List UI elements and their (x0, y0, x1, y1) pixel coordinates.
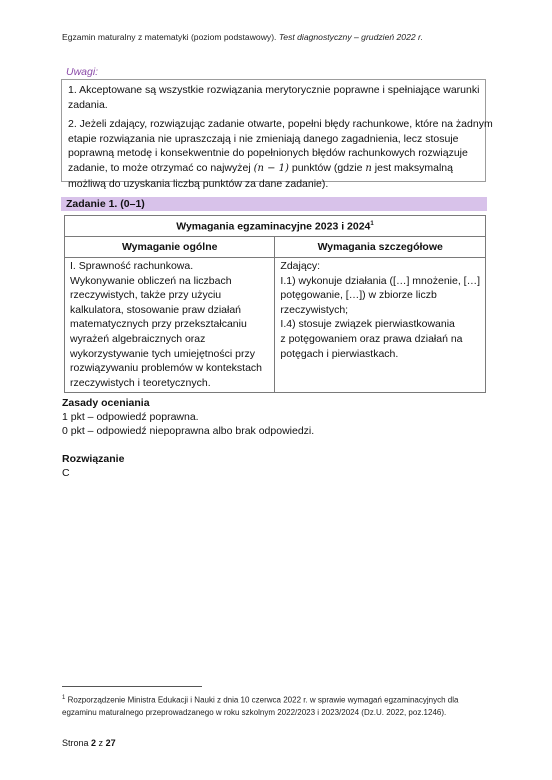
scoring-line: 1 pkt – odpowiedź poprawna. (62, 411, 199, 423)
table-caption (65, 216, 486, 237)
note-item-2 (68, 117, 493, 191)
column-header-general: Wymaganie ogólne (65, 237, 275, 258)
page-separator: z (96, 738, 106, 748)
task-title: Zadanie 1. (0–1) (66, 198, 145, 210)
column-header-specific: Wymagania szczegółowe (275, 237, 486, 258)
solution-answer: C (62, 467, 70, 479)
footnote-line: egzaminu maturalnego przeprowadzanego w roku szkolnym 2022/2023 i 2023/2024 (Dz.U. 2022, poz.1246). (62, 707, 447, 717)
notes-box (61, 79, 493, 190)
scoring-line: 0 pkt – odpowiedź niepoprawna albo brak odpowiedzi. (62, 425, 315, 437)
page-current: 2 (91, 738, 97, 748)
scoring-title: Zasady oceniania (62, 397, 150, 409)
table-header-row (65, 237, 486, 258)
requirements-table (64, 215, 486, 393)
cell-line: wyrażeń algebraicznych oraz (70, 332, 206, 345)
header-italic-text: Test diagnostyczny – grudzień 2022 r. (278, 32, 423, 42)
cell-line: I. Sprawność rachunkowa. (70, 260, 194, 272)
cell-line: rzeczywistych; (280, 303, 349, 316)
task-title-bar (61, 197, 487, 211)
table-caption-row (65, 216, 486, 237)
note-line: 2. Jeżeli zdający, rozwiązując zadanie otwarte, popełni błędy rachunkowe, które na żadnym (68, 118, 493, 131)
note-text: punktów (gdzie (288, 161, 366, 174)
footnote-text: Rozporządzenie Ministra Edukacji i Nauki z dnia 10 czerwca 2022 r. w sprawie wymagań egzaminacyjnych dla (65, 695, 459, 705)
note-text: zadanie, to może otrzymać co najwyżej (68, 161, 254, 174)
cell-line: Wykonywanie obliczeń na liczbach (70, 274, 232, 287)
note-line: poprawną metodę i konsekwentnie do popełnionych błędów rachunkowych rozwiązuje (68, 147, 468, 160)
specific-requirement-cell (275, 258, 486, 393)
cell-line: I.4) stosuje związek pierwiastkowania (280, 318, 455, 331)
footnote-line (62, 692, 492, 707)
footnote-divider (62, 686, 202, 687)
solution-title: Rozwiązanie (62, 453, 125, 465)
math-expression: (n − 1) (253, 162, 289, 174)
cell-line: wykorzystywanie tych umiejętności przy (70, 347, 255, 360)
cell-line: I.1) wykonuje działania ([…] mnożenie, […] (280, 274, 480, 287)
table-row (65, 258, 486, 393)
cell-line: potęgach i pierwiastkach. (280, 347, 399, 360)
note-line: 1. Akceptowane są wszystkie rozwiązania merytorycznie poprawne i spełniające warunki (68, 84, 480, 96)
cell-line: rzeczywistych, także przy użyciu (70, 289, 222, 302)
table-caption-text: Wymagania egzaminacyjne 2023 i 2024 (176, 220, 371, 233)
note-item-1 (68, 83, 479, 112)
cell-line: Zdający: (280, 260, 321, 272)
note-text: jest maksymalną (371, 161, 453, 174)
page-number (62, 738, 116, 748)
cell-line: z potęgowaniem oraz prawa działań na (280, 332, 463, 345)
note-line: zadania. (68, 98, 108, 111)
cell-line: rozwiązywaniu problemów w kontekstach (70, 362, 262, 375)
note-line: etapie rozwiązania nie upraszczają i nie zmieniają danego zagadnienia, lecz stosuje (68, 132, 459, 145)
footnote-marker: 1 (62, 695, 66, 701)
note-line: możliwą do uzyskania liczbą punktów za dane zadanie). (68, 177, 329, 190)
page-header (62, 32, 423, 42)
note-line-with-math (68, 161, 479, 177)
cell-line: rzeczywistych i teoretycznych. (70, 376, 211, 389)
cell-line: matematycznych przy przekształcaniu (70, 318, 247, 331)
page-total: 27 (105, 738, 116, 748)
page-label: Strona (62, 738, 92, 748)
math-variable: n (365, 162, 372, 174)
footnote (62, 692, 492, 719)
notes-title: Uwagi: (66, 66, 99, 78)
cell-line: kalkulatora, stosowanie praw działań (70, 303, 242, 316)
header-text: Egzamin maturalny z matematyki (poziom podstawowy). (62, 32, 279, 42)
general-requirement-cell (65, 258, 275, 393)
footnote-reference: 1 (370, 221, 374, 228)
cell-line: potęgowanie, […]) w zbiorze liczb (280, 289, 437, 302)
